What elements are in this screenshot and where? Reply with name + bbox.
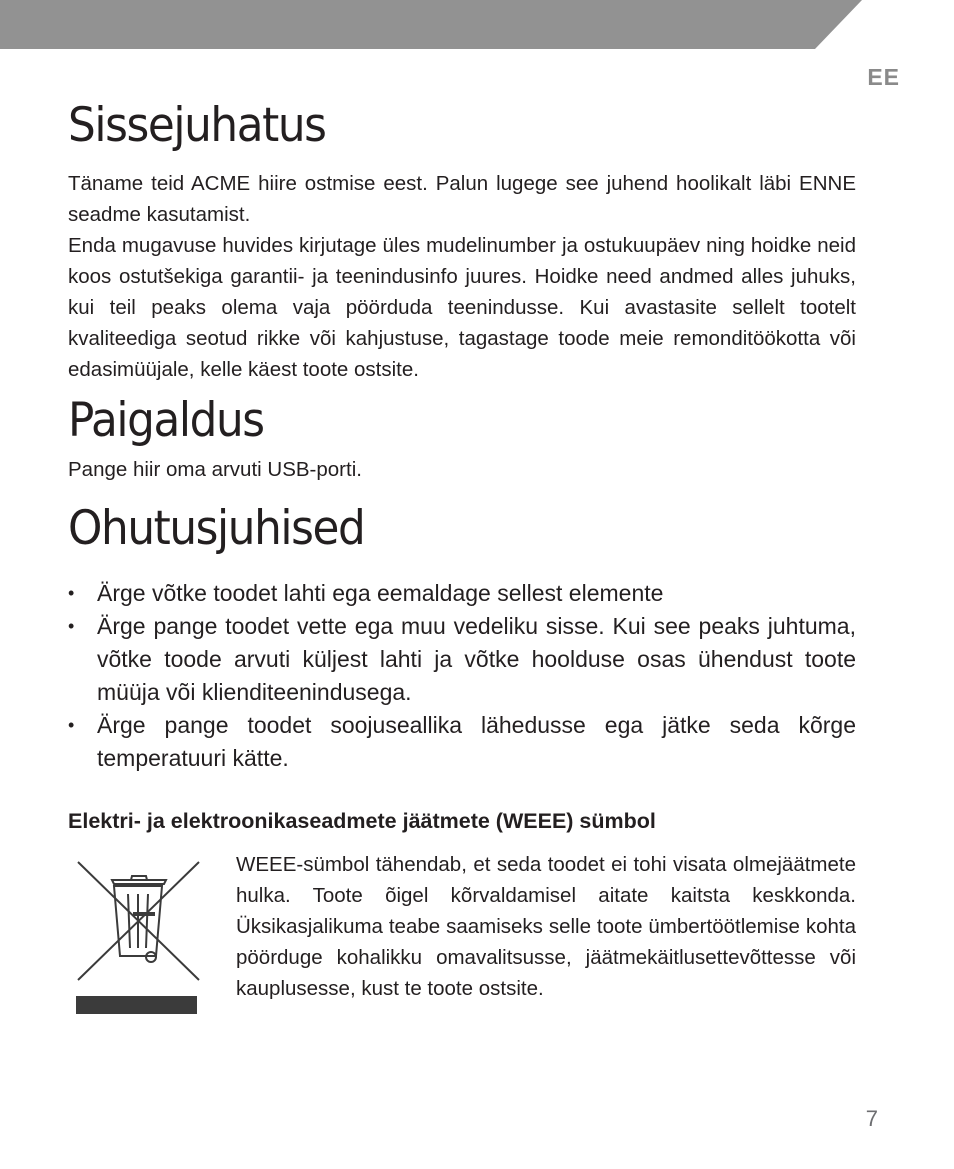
page-content — [68, 90, 856, 1042]
list-item — [68, 610, 856, 709]
bullet-icon: • — [68, 616, 75, 636]
weee-block — [68, 852, 856, 1042]
weee-paragraph: WEEE-sümbol tähendab, et seda toodet ei tohi visata olmejäätmete hulka. Toote õigel kõrvaldamisel aitate kaitsta keskkonda. Üksikasjalikuma teabe saamiseks selle toote ümbertöötlemise kohta pöörduge kohalikku omavalitsusse, jäätmekäitlusettevõttesse või kauplusesse, kust te toote ostsite. — [236, 853, 856, 1000]
bullet-icon: • — [68, 715, 75, 735]
list-item — [68, 577, 856, 610]
header-band — [0, 0, 954, 49]
safety-item-text: Ärge pange toodet vette ega muu vedeliku sisse. Kui see peaks juhtuma, võtke toode arvuti küljest lahti ja võtke hoolduse osas ühendust toote müüja või klienditeenindusega. — [97, 613, 856, 705]
language-code: EE — [867, 64, 900, 90]
section-title-safety: Ohutusjuhised — [68, 501, 365, 556]
section-title-installation: Paigaldus — [68, 393, 264, 448]
bullet-icon: • — [68, 583, 75, 603]
page-number: 7 — [865, 1106, 878, 1131]
safety-list — [68, 577, 856, 775]
intro-paragraph-2: Enda mugavuse huvides kirjutage üles mudelinumber ja ostukuupäev ning hoidke neid koos ostutšekiga garantii- ja teenindusinfo juures. Hoidke need andmed alles juhuks, kui teil peaks olema vaja pöörduda teenindusse. Kui avastasite sellelt tootelt kvaliteediga seotud rikke või kahjustuse, tagastage toode meie remonditöökotta või edasimüüjale, kelle käest toote ostsite. — [68, 234, 856, 381]
intro-paragraph-1: Täname teid ACME hiire ostmise eest. Palun lugege see juhend hoolikalt läbi ENNE seadme kasutamist. — [68, 172, 856, 226]
safety-item-text: Ärge võtke toodet lahti ega eemaldage sellest elemente — [97, 580, 664, 606]
section-title-introduction: Sissejuhatus — [68, 98, 326, 153]
crossed-out-wheelie-bin-icon — [76, 856, 201, 1018]
install-paragraph: Pange hiir oma arvuti USB-porti. — [68, 458, 362, 481]
weee-heading: Elektri- ja elektroonikaseadmete jäätmete (WEEE) sümbol — [68, 809, 656, 833]
list-item — [68, 709, 856, 775]
safety-item-text: Ärge pange toodet soojuseallika lähedusse ega jätke seda kõrge temperatuuri kätte. — [97, 712, 856, 771]
